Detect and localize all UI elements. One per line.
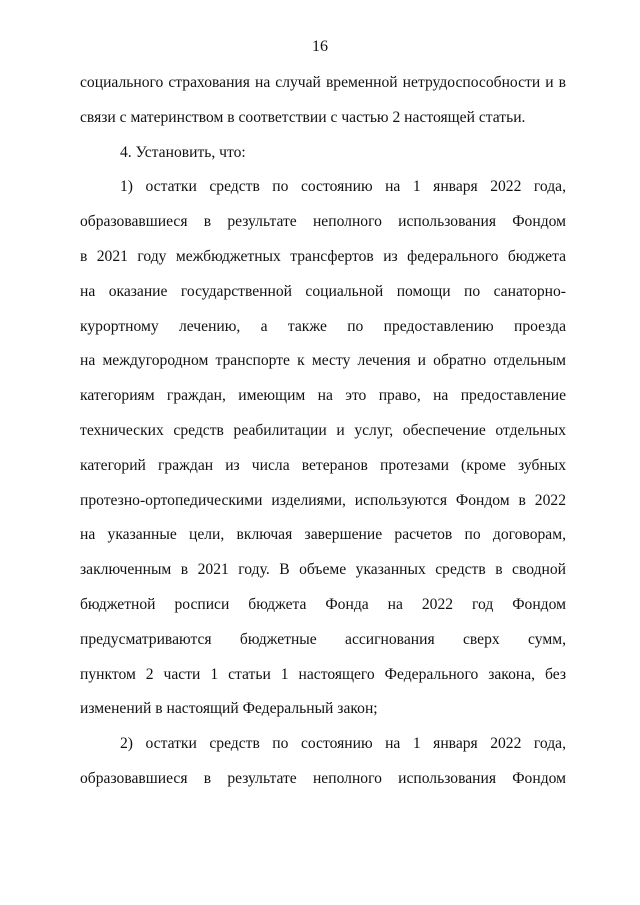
- text-line: 4. Установить, что:: [120, 143, 246, 161]
- text-line: 1) остатки средств по состоянию на 1 января 2022 года,: [120, 178, 566, 196]
- text-line: в 2021 году межбюджетных трансфертов из федерального бюджета: [80, 247, 566, 265]
- text-line: социального страхования на случай временной нетрудоспособности и в: [80, 74, 566, 91]
- document-body: [80, 66, 566, 797]
- text-line: заключенным в 2021 году. В объеме указанных средств в сводной: [80, 561, 566, 579]
- text-line: на междугородном транспорте к месту лечения и обратно отдельным: [80, 352, 566, 370]
- text-line: на оказание государственной социальной помощи по санаторно-: [80, 282, 566, 300]
- text-line: связи с материнством в соответствии с частью 2 настоящей статьи.: [80, 108, 526, 126]
- text-line: курортному лечению, а также по предоставлению проезда: [80, 317, 566, 335]
- text-line: технических средств реабилитации и услуг, обеспечение отдельных: [80, 421, 566, 439]
- text-line: категорий граждан из числа ветеранов протезами (кроме зубных: [80, 456, 566, 474]
- text-line: пунктом 2 части 1 статьи 1 настоящего Федерального закона, без: [80, 665, 566, 683]
- page-number: 16: [312, 38, 328, 55]
- text-line: категориям граждан, имеющим на это право, на предоставление: [80, 387, 566, 405]
- text-line: на указанные цели, включая завершение расчетов по договорам,: [80, 526, 566, 544]
- text-line: бюджетной росписи бюджета Фонда на 2022 год Фондом: [80, 595, 566, 613]
- text-line: 2) остатки средств по состоянию на 1 января 2022 года,: [120, 735, 566, 753]
- text-line: образовавшиеся в результате неполного использования Фондом: [80, 213, 566, 231]
- text-line: предусматриваются бюджетные ассигнования сверх сумм,: [80, 630, 566, 648]
- text-line: протезно-ортопедическими изделиями, используются Фондом в 2022: [80, 491, 566, 509]
- text-line: образовавшиеся в результате неполного использования Фондом: [80, 769, 566, 787]
- text-line: изменений в настоящий Федеральный закон;: [80, 700, 378, 718]
